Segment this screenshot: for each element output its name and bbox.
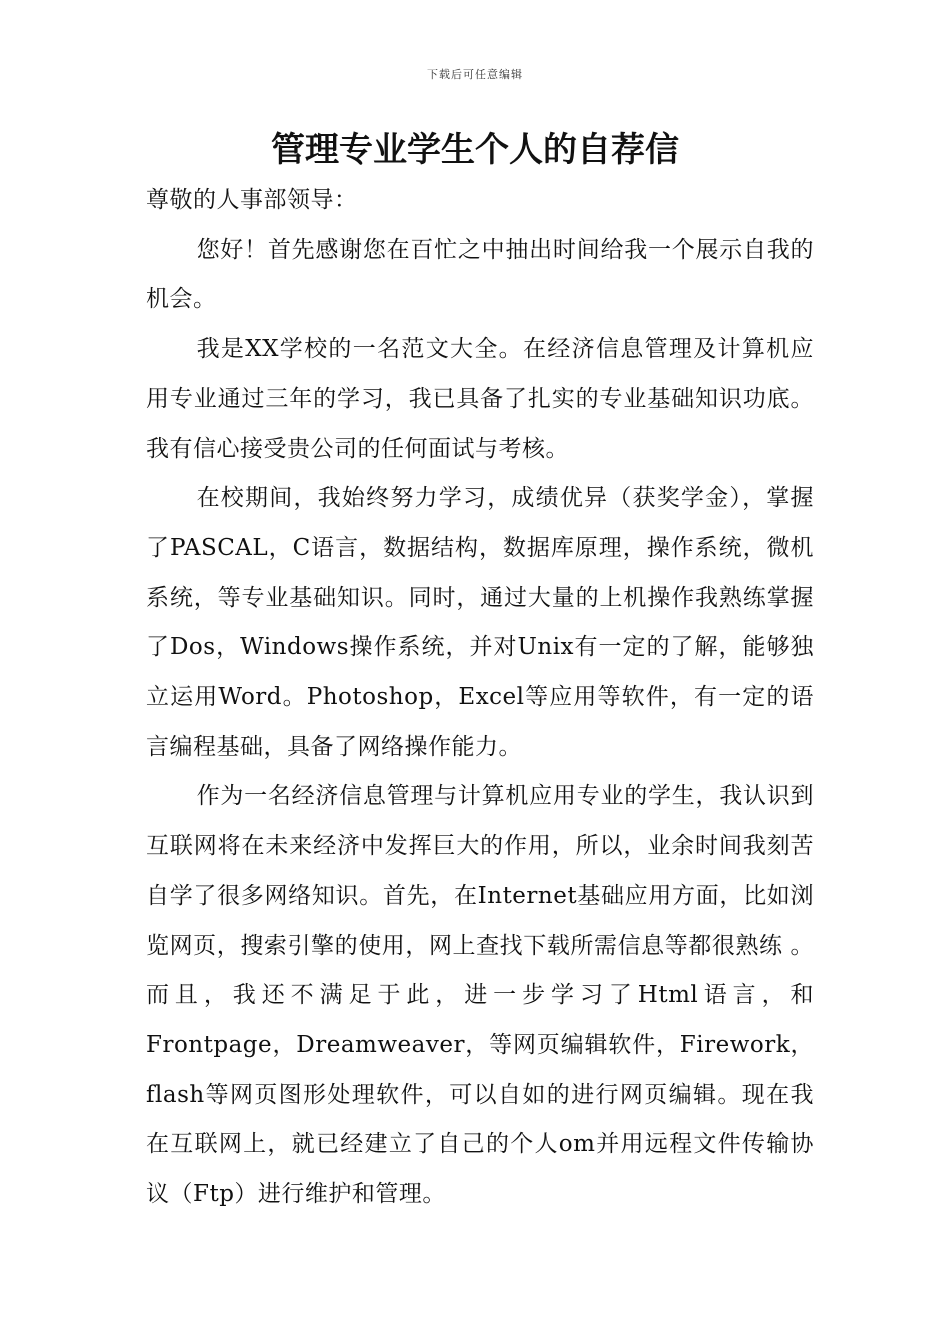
paragraph-greeting: 您好！首先感谢您在百忙之中抽出时间给我一个展示自我的机会。: [146, 236, 814, 313]
document-title: 管理专业学生个人的自荐信: [271, 130, 679, 170]
paragraph-school-study: 在校期间，我始终努力学习，成绩优异（获奖学金），掌握了PASCAL，C语言，数据结构，数据库原理，操作系统，微机系统，等专业基础知识。同时，通过大量的上机操作我熟练掌握了Dos，Windows操作系统，并对Unix有一定的了解，能够独立运用Word。Photoshop，Excel等应用等软件，有一定的语言编程基础，具备了网络操作能力。: [146, 485, 814, 760]
paragraph-internet-skills: 作为一名经济信息管理与计算机应用专业的学生，我认识到互联网将在未来经济中发挥巨大的作用，所以，业余时间我刻苦自学了很多网络知识。首先，在Internet基础应用方面，比如浏览网页，搜索引擎的使用，网上查找下载所需信息等都很熟练 。而且，我还不满足于此，进一步学习了Html语言，和Frontpage，Dreamweaver，等网页编辑软件，Firework，flash等网页图形处理软件，可以自如的进行网页编辑。现在我在互联网上，就已经建立了自己的个人om并用远程文件传输协议（Ftp）进行维护和管理。: [146, 783, 814, 1208]
document-body: [146, 176, 814, 1220]
salutation: 尊敬的人事部领导：: [146, 187, 358, 213]
page-header-note: 下载后可任意编辑: [427, 68, 523, 81]
paragraph-introduction: 我是XX学校的一名范文大全。在经济信息管理及计算机应用专业通过三年的学习，我已具备了扎实的专业基础知识功底。我有信心接受贵公司的任何面试与考核。: [146, 336, 814, 462]
